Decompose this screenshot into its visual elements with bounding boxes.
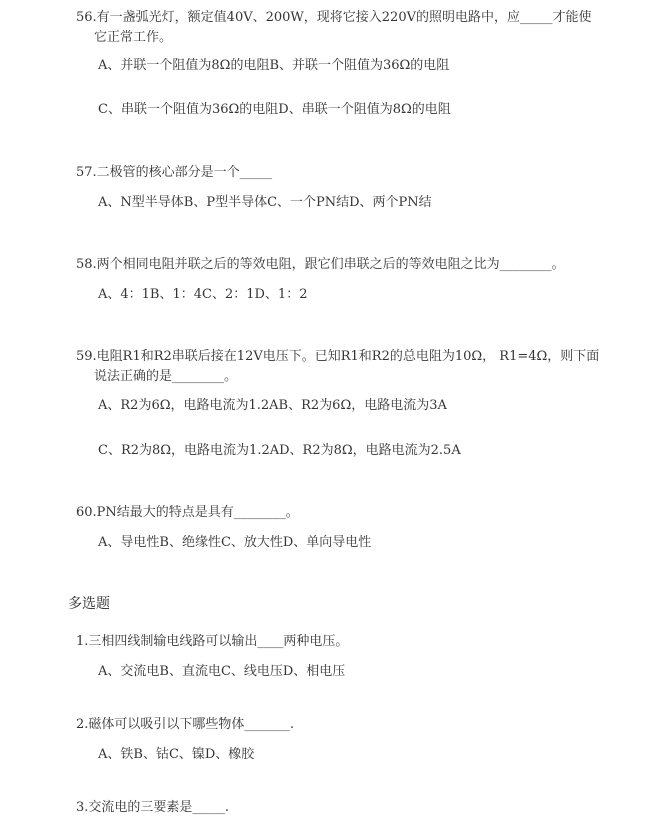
question-58-options: A、4：1B、1：4C、2：1D、1：2: [98, 287, 308, 302]
question-56-stem-line2: 它正常工作。: [94, 30, 173, 45]
section-heading-multi-select: 多选题: [68, 596, 110, 612]
question-59-stem-line2: 说法正确的是________。: [94, 369, 238, 384]
question-59-options-line1: A、R2为6Ω，电路电流为1.2AB、R2为6Ω，电路电流为3A: [98, 398, 447, 413]
multi-question-3-stem: 3.交流电的三要素是_____.: [76, 800, 230, 815]
question-60-stem: 60.PN结最大的特点是具有________。: [76, 505, 299, 520]
multi-question-1-options: A、交流电B、直流电C、线电压D、相电压: [98, 664, 346, 679]
question-56-options-line2: C、串联一个阻值为36Ω的电阻D、串联一个阻值为8Ω的电阻: [98, 102, 451, 117]
multi-question-2-options: A、铁B、钴C、镍D、橡胶: [98, 747, 255, 762]
question-60-options: A、导电性B、绝缘性C、放大性D、单向导电性: [98, 535, 372, 550]
question-59-options-line2: C、R2为8Ω，电路电流为1.2AD、R2为8Ω，电路电流为2.5A: [98, 443, 461, 458]
question-57-stem: 57.二极管的核心部分是一个_____: [76, 165, 273, 180]
multi-question-1-stem: 1.三相四线制输电线路可以输出____两种电压。: [76, 634, 349, 649]
question-59-stem-line1: 59.电阻R1和R2串联后接在12V电压下。已知R1和R2的总电阻为10Ω， R1=4Ω，则下面: [76, 349, 600, 364]
question-57-options: A、N型半导体B、P型半导体C、一个PN结D、两个PN结: [98, 195, 432, 210]
question-56-stem-line1: 56.有一盏弧光灯，额定值40V、200W，现将它接入220V的照明电路中，应_____才能使: [76, 10, 592, 25]
multi-question-2-stem: 2.磁体可以吸引以下哪些物体_______.: [76, 717, 295, 732]
question-56-options-line1: A、并联一个阻值为8Ω的电阻B、并联一个阻值为36Ω的电阻: [98, 58, 450, 73]
question-58-stem: 58.两个相同电阻并联之后的等效电阻，跟它们串联之后的等效电阻之比为________。: [76, 257, 565, 272]
